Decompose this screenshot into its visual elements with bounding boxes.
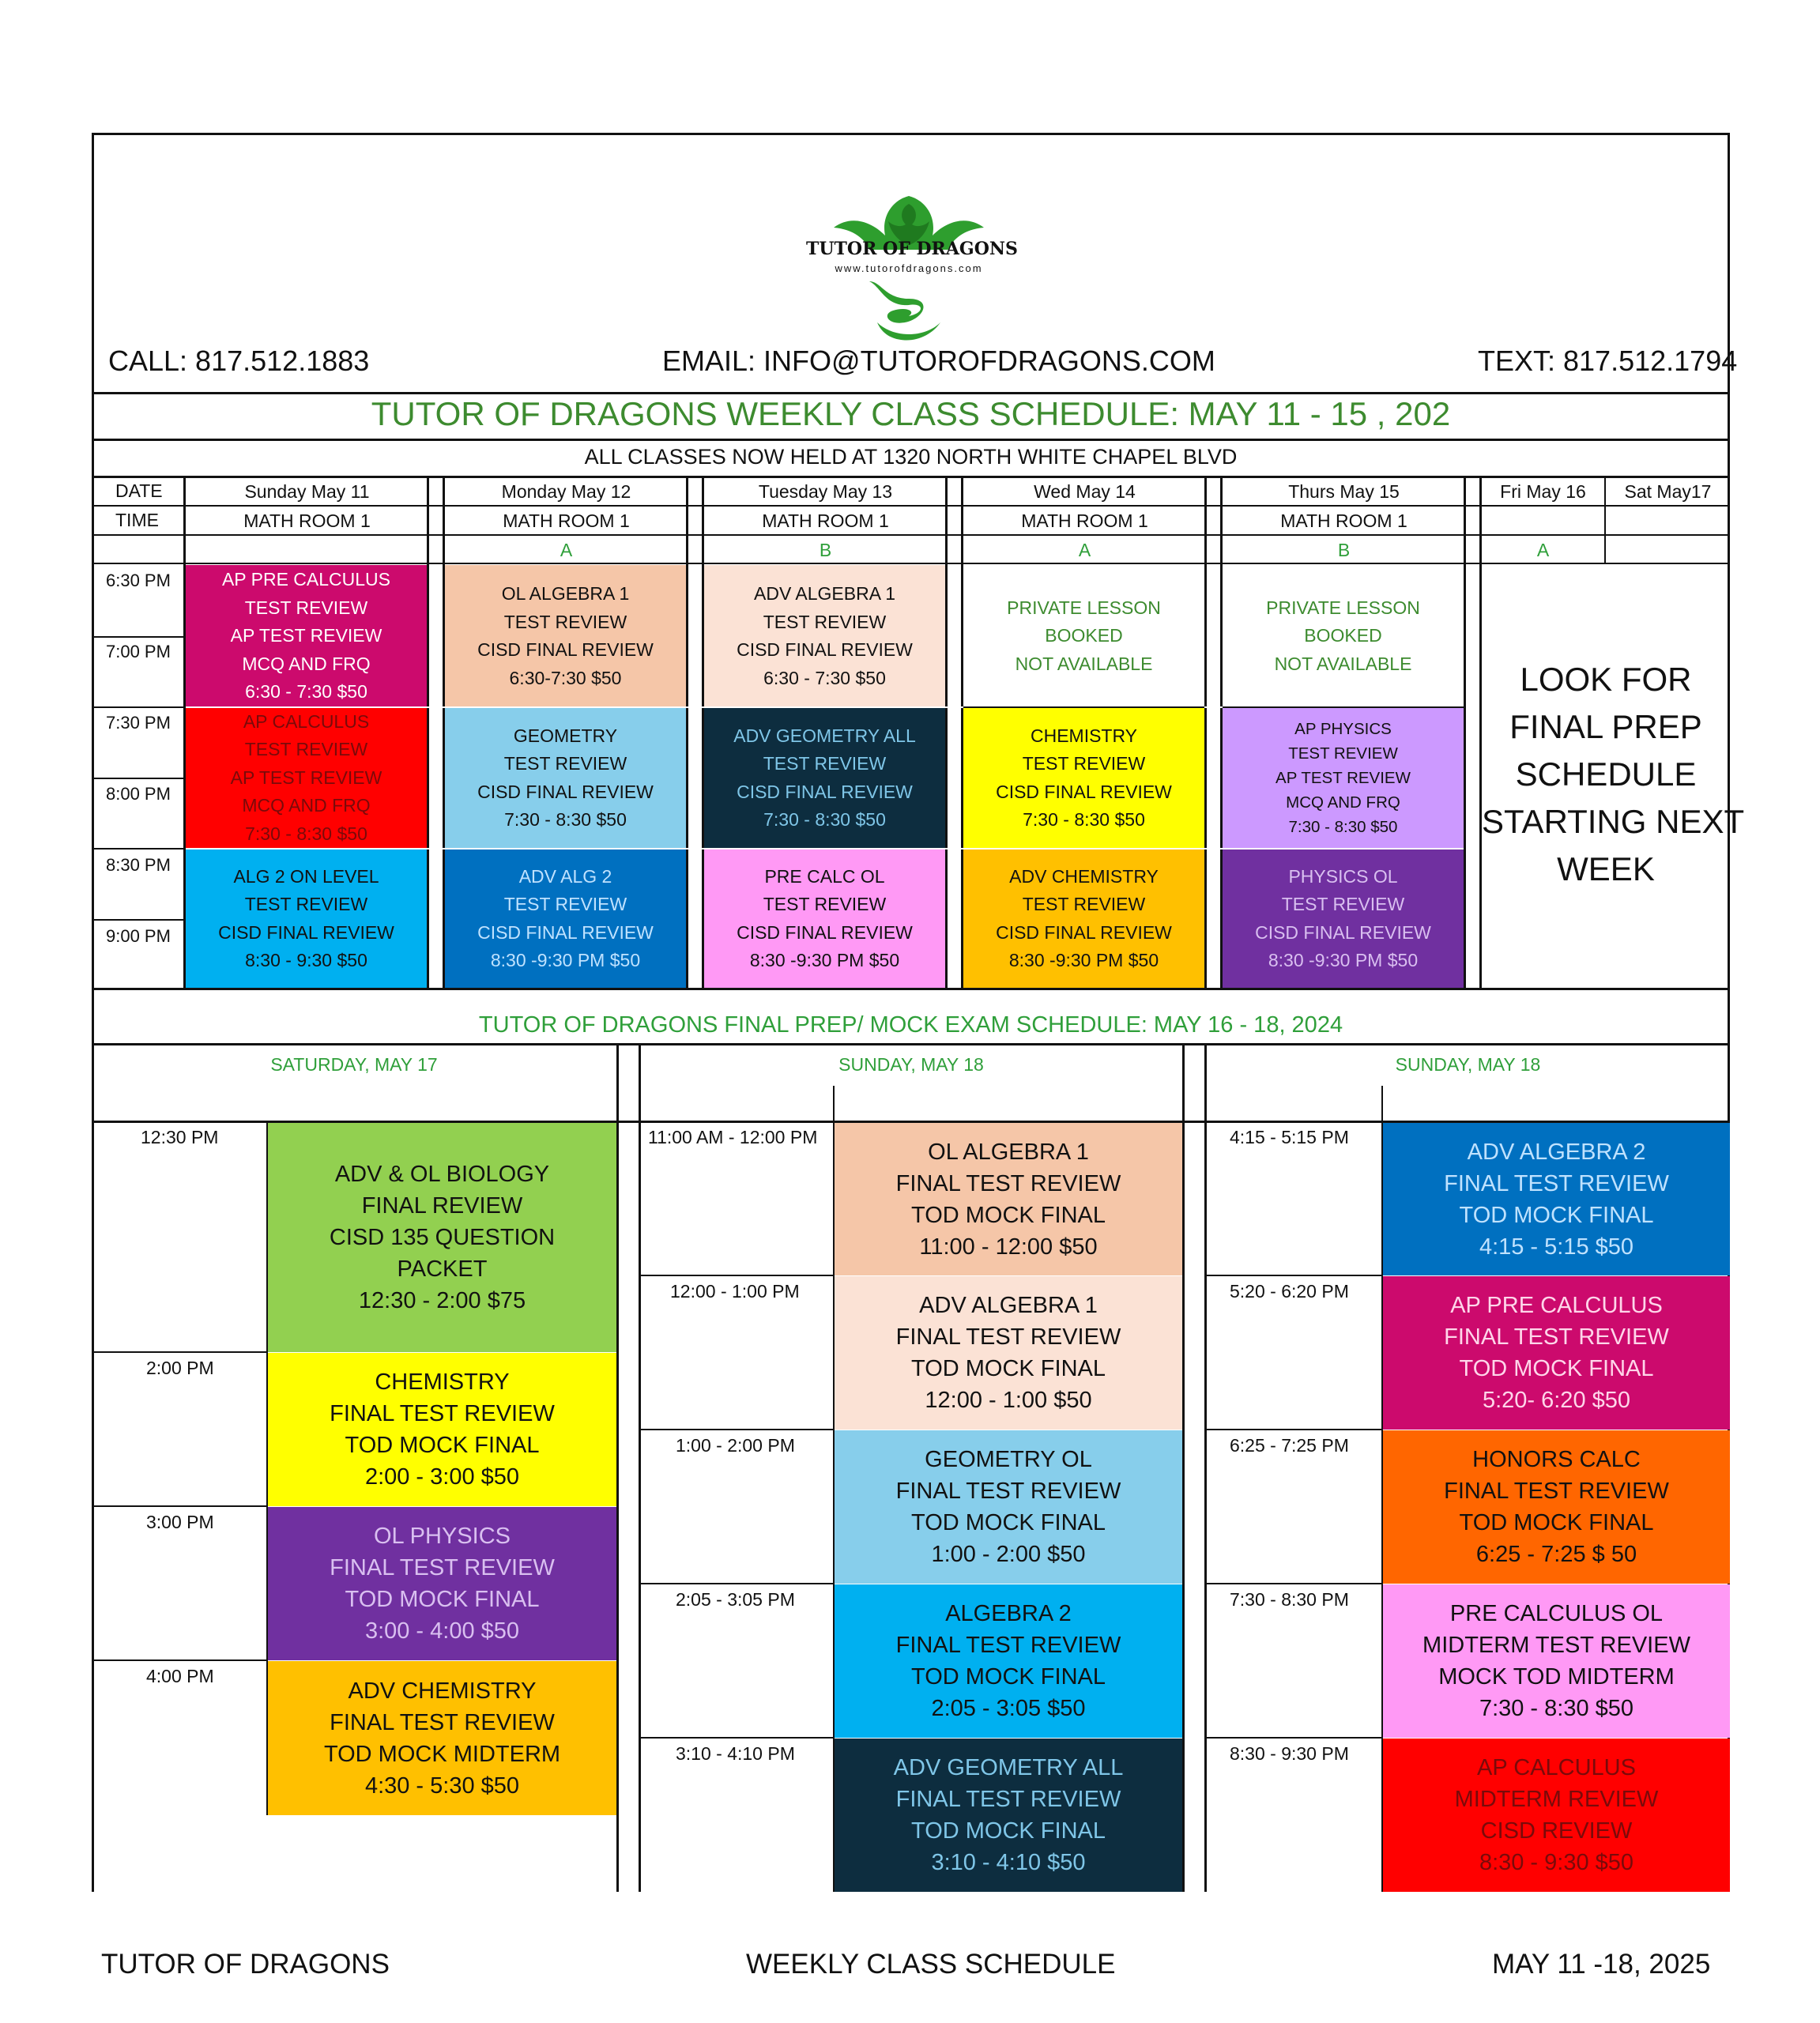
class-line: TOD MOCK FINAL xyxy=(911,1202,1106,1228)
final-time: 8:30 - 9:30 PM xyxy=(1230,1743,1349,1764)
class-line: HONORS CALC xyxy=(1472,1447,1641,1472)
class-line: OL ALGEBRA 1 xyxy=(928,1139,1089,1165)
class-line: PACKET xyxy=(397,1256,488,1282)
final-time: 3:10 - 4:10 PM xyxy=(676,1743,795,1764)
saturday-title: SATURDAY, MAY 17 xyxy=(270,1054,438,1075)
divider xyxy=(945,477,948,989)
final-time: 2:00 PM xyxy=(146,1358,214,1378)
class-line: ADV CHEMISTRY xyxy=(1009,865,1159,887)
divider xyxy=(963,706,1204,708)
notice-line: LOOK FOR xyxy=(1520,661,1692,698)
final-time: 3:00 PM xyxy=(146,1512,214,1532)
final-time: 12:00 - 1:00 PM xyxy=(670,1281,800,1302)
class-line: TOD MOCK FINAL xyxy=(1459,1510,1654,1535)
final-class-sunday-4[interactable] xyxy=(835,1584,1182,1738)
class-line: 8:30 -9:30 PM $50 xyxy=(490,950,641,970)
divider xyxy=(1223,706,1464,708)
class-line: TOD MOCK FINAL xyxy=(345,1433,540,1458)
class-line: 12:30 - 2:00 $75 xyxy=(358,1288,526,1313)
class-line: CISD FINAL REVIEW xyxy=(477,639,654,660)
class-line: 7:30 - 8:30 $50 xyxy=(245,823,367,844)
class-line: AP CALCULUS xyxy=(1477,1755,1636,1780)
class-wednesday-slot-1 xyxy=(963,565,1204,707)
class-line: MIDTERM TEST REVIEW xyxy=(1422,1633,1690,1658)
final-prep-title: TUTOR OF DRAGONS FINAL PREP/ MOCK EXAM SCHEDULE: MAY 16 - 18, 2024 xyxy=(478,1012,1343,1038)
divider xyxy=(686,477,688,989)
final-class-saturday-4[interactable] xyxy=(268,1661,616,1815)
class-line: ADV ALGEBRA 1 xyxy=(919,1293,1098,1318)
class-line: TOD MOCK FINAL xyxy=(1459,1202,1654,1228)
class-line: TOD MOCK FINAL xyxy=(911,1510,1106,1535)
divider xyxy=(1464,477,1466,989)
class-line: TOD MOCK FINAL xyxy=(345,1587,540,1612)
divider xyxy=(92,706,185,708)
class-line: 7:30 - 8:30 $50 xyxy=(504,809,627,830)
final-time: 6:25 - 7:25 PM xyxy=(1230,1435,1349,1456)
class-line: OL ALGEBRA 1 xyxy=(501,583,630,604)
final-time: 12:30 PM xyxy=(141,1127,219,1147)
class-line: FINAL TEST REVIEW xyxy=(330,1555,555,1580)
class-line: TEST REVIEW xyxy=(244,739,368,760)
divider xyxy=(1206,1737,1383,1739)
time-slot: 8:00 PM xyxy=(106,784,171,804)
class-wednesday-slot-3[interactable] xyxy=(963,849,1204,989)
final-class-saturday-3[interactable] xyxy=(268,1507,616,1660)
room-monday: MATH ROOM 1 xyxy=(503,510,630,531)
class-line: AP TEST REVIEW xyxy=(230,767,382,788)
class-line: TEST REVIEW xyxy=(503,753,627,774)
divider xyxy=(92,636,185,638)
class-line: BOOKED xyxy=(1304,625,1382,646)
class-line: PRIVATE LESSON xyxy=(1007,597,1161,618)
class-thursday-slot-2[interactable] xyxy=(1223,707,1464,849)
class-line: TEST REVIEW xyxy=(503,611,627,632)
divider xyxy=(1206,1583,1383,1584)
class-line: MCQ AND FRQ xyxy=(242,653,371,674)
class-line: ADV GEOMETRY ALL xyxy=(893,1755,1124,1780)
date-label: DATE xyxy=(115,480,163,501)
final-class-sunday-1[interactable] xyxy=(835,1123,1182,1275)
class-line: CISD FINAL REVIEW xyxy=(996,781,1172,802)
logo-wordmark: TUTOR OF DRAGONS xyxy=(806,239,1018,259)
sunday-title-2: SUNDAY, MAY 18 xyxy=(1395,1054,1541,1075)
day-header-monday: Monday May 12 xyxy=(501,481,631,502)
class-line: CISD FINAL REVIEW xyxy=(218,921,394,943)
class-line: NOT AVAILABLE xyxy=(1274,653,1412,674)
final-class-saturday-1[interactable] xyxy=(268,1123,616,1352)
class-line: TEST REVIEW xyxy=(1281,894,1405,914)
class-line: CISD REVIEW xyxy=(1480,1818,1633,1844)
location-note: ALL CLASSES NOW HELD AT 1320 NORTH WHITE CHAPEL BLVD xyxy=(584,445,1238,469)
final-class-sunday-5[interactable] xyxy=(835,1739,1182,1892)
class-line: ALGEBRA 2 xyxy=(945,1601,1072,1626)
class-line: FINAL TEST REVIEW xyxy=(895,1633,1121,1658)
room-tuesday: MATH ROOM 1 xyxy=(762,510,889,531)
class-line: FINAL TEST REVIEW xyxy=(895,1170,1121,1196)
room-sunday: MATH ROOM 1 xyxy=(243,510,371,531)
divider xyxy=(92,392,1730,394)
class-line: ADV & OL BIOLOGY xyxy=(334,1162,550,1187)
class-line: CISD FINAL REVIEW xyxy=(737,639,913,660)
class-line: TEST REVIEW xyxy=(244,597,368,618)
final-class-sunday-3[interactable] xyxy=(835,1430,1182,1584)
class-line: 4:15 - 5:15 $50 xyxy=(1479,1234,1634,1260)
class-line: CISD FINAL REVIEW xyxy=(737,781,913,802)
class-line: MIDTERM REVIEW xyxy=(1454,1787,1659,1812)
class-line: FINAL TEST REVIEW xyxy=(1444,1324,1669,1350)
footer-brand: TUTOR OF DRAGONS xyxy=(101,1949,390,1980)
class-line: AP TEST REVIEW xyxy=(230,625,382,646)
divider xyxy=(92,919,185,921)
class-line: CISD FINAL REVIEW xyxy=(996,921,1172,943)
divider xyxy=(616,1043,619,1892)
class-line: FINAL TEST REVIEW xyxy=(1444,1170,1669,1196)
class-sunday-slot-1[interactable] xyxy=(186,565,427,707)
class-line: TEST REVIEW xyxy=(244,894,368,914)
divider xyxy=(640,1275,835,1276)
class-line: 8:30 -9:30 PM $50 xyxy=(749,950,900,970)
group-thursday: B xyxy=(1337,540,1351,560)
divider xyxy=(640,1429,835,1430)
final-time: 5:20 - 6:20 PM xyxy=(1230,1281,1349,1302)
final-class-sunday2-1[interactable] xyxy=(1383,1123,1730,1275)
class-line: CISD FINAL REVIEW xyxy=(1255,921,1431,943)
class-line: TEST REVIEW xyxy=(1022,894,1146,914)
class-line: 5:20- 6:20 $50 xyxy=(1482,1388,1631,1413)
class-thursday-slot-1 xyxy=(1223,565,1464,707)
call-number[interactable]: CALL: 817.512.1883 xyxy=(108,345,370,377)
class-line: AP TEST REVIEW xyxy=(1276,769,1411,787)
logo-url: www.tutorofdragons.com xyxy=(835,262,983,274)
notice-line: SCHEDULE xyxy=(1515,755,1697,793)
class-line: PRE CALCULUS OL xyxy=(1449,1601,1664,1626)
final-time: 4:15 - 5:15 PM xyxy=(1230,1127,1349,1147)
class-line: PHYSICS OL xyxy=(1288,865,1398,887)
divider xyxy=(92,534,1730,536)
divider xyxy=(1604,477,1606,564)
class-line: BOOKED xyxy=(1045,625,1123,646)
final-class-sunday2-5[interactable] xyxy=(1383,1739,1730,1892)
class-line: AP CALCULUS xyxy=(243,710,370,732)
day-header-sunday: Sunday May 11 xyxy=(244,481,370,502)
class-line: TEST REVIEW xyxy=(1288,744,1398,763)
time-label: TIME xyxy=(115,510,159,530)
class-line: ADV GEOMETRY ALL xyxy=(733,725,916,746)
time-slot: 7:30 PM xyxy=(106,713,171,733)
class-line: 3:10 - 4:10 $50 xyxy=(931,1850,1086,1875)
divider xyxy=(1206,1429,1383,1430)
day-header-wednesday: Wed May 14 xyxy=(1034,481,1136,502)
class-line: 6:30 - 7:30 $50 xyxy=(245,681,367,703)
class-line: AP PHYSICS xyxy=(1294,720,1392,738)
divider xyxy=(639,1043,641,1892)
day-header-saturday: Sat May17 xyxy=(1624,481,1712,502)
class-line: 7:30 - 8:30 $50 xyxy=(1023,809,1145,830)
final-time: 11:00 AM - 12:00 PM xyxy=(648,1127,818,1147)
class-line: 6:30 - 7:30 $50 xyxy=(763,667,886,688)
class-line: NOT AVAILABLE xyxy=(1015,653,1153,674)
class-line: TEST REVIEW xyxy=(763,894,887,914)
time-slot: 8:30 PM xyxy=(106,855,171,875)
divider xyxy=(640,1583,835,1584)
time-slot: 9:00 PM xyxy=(106,926,171,946)
divider xyxy=(1204,477,1207,989)
divider xyxy=(186,848,1464,850)
divider xyxy=(92,1043,1730,1045)
class-line: 4:30 - 5:30 $50 xyxy=(364,1772,520,1799)
divider xyxy=(1206,1275,1383,1276)
class-line: ADV ALGEBRA 2 xyxy=(1467,1139,1646,1165)
class-line: PRE CALC OL xyxy=(764,865,885,887)
class-line: ADV CHEMISTRY xyxy=(348,1678,537,1704)
divider xyxy=(92,848,185,850)
divider xyxy=(92,988,1730,990)
class-line: FINAL TEST REVIEW xyxy=(895,1787,1121,1812)
divider xyxy=(1381,1086,1383,1122)
group-wednesday: A xyxy=(1078,540,1091,560)
class-line: CHEMISTRY xyxy=(375,1369,510,1395)
class-line: ADV ALG 2 xyxy=(518,865,612,887)
class-line: MOCK TOD MIDTERM xyxy=(1438,1664,1675,1690)
divider xyxy=(640,1737,835,1739)
class-line: MCQ AND FRQ xyxy=(1286,793,1400,812)
text-number[interactable]: TEXT: 817.512.1794 xyxy=(1478,345,1738,377)
divider xyxy=(1182,1043,1185,1892)
class-monday-slot-2[interactable] xyxy=(445,707,686,849)
final-class-sunday2-2[interactable] xyxy=(1383,1276,1730,1430)
class-line: CISD FINAL REVIEW xyxy=(477,781,654,802)
notice-line: STARTING NEXT xyxy=(1482,803,1745,840)
class-line: TOD MOCK FINAL xyxy=(911,1356,1106,1381)
room-wednesday: MATH ROOM 1 xyxy=(1021,510,1148,531)
class-line: TEST REVIEW xyxy=(763,753,887,774)
class-line: 2:00 - 3:00 $50 xyxy=(364,1464,520,1490)
class-line: 1:00 - 2:00 $50 xyxy=(931,1542,1086,1567)
class-line: TOD MOCK FINAL xyxy=(1459,1356,1654,1381)
page-title: TUTOR OF DRAGONS WEEKLY CLASS SCHEDULE: MAY 11 - 15 , 202 xyxy=(371,395,1451,432)
notice-line: WEEK xyxy=(1557,850,1655,887)
divider xyxy=(92,505,1730,507)
class-sunday-slot-3[interactable] xyxy=(186,849,427,989)
final-class-saturday-2[interactable] xyxy=(268,1353,616,1506)
class-line: 7:30 - 8:30 $50 xyxy=(1479,1696,1634,1721)
class-line: FINAL TEST REVIEW xyxy=(1444,1479,1669,1504)
divider xyxy=(427,477,429,989)
final-class-sunday-2[interactable] xyxy=(835,1276,1182,1430)
class-line: 8:30 - 9:30 $50 xyxy=(245,950,367,970)
class-line: GEOMETRY OL xyxy=(925,1447,1092,1472)
class-line: AP PRE CALCULUS xyxy=(1450,1293,1663,1318)
footer-title: WEEKLY CLASS SCHEDULE xyxy=(746,1949,1116,1980)
class-line: AP PRE CALCULUS xyxy=(221,569,391,590)
look-for-notice xyxy=(1482,656,1745,893)
final-class-sunday2-3[interactable] xyxy=(1383,1430,1730,1584)
class-thursday-slot-3[interactable] xyxy=(1223,849,1464,989)
group-friday: A xyxy=(1536,540,1550,560)
class-line: 6:30-7:30 $50 xyxy=(509,667,622,688)
class-line: TEST REVIEW xyxy=(763,611,887,632)
class-tuesday-slot-1[interactable] xyxy=(704,565,945,707)
day-header-friday: Fri May 16 xyxy=(1500,481,1586,502)
class-line: 8:30 -9:30 PM $50 xyxy=(1008,950,1159,970)
class-line: CISD FINAL REVIEW xyxy=(477,921,654,943)
sunday-title-1: SUNDAY, MAY 18 xyxy=(838,1054,984,1075)
class-line: CISD 135 QUESTION xyxy=(329,1225,556,1250)
class-line: 8:30 -9:30 PM $50 xyxy=(1268,950,1419,970)
class-line: 12:00 - 1:00 $50 xyxy=(925,1388,1092,1413)
email-address[interactable]: EMAIL: INFO@TUTOROFDRAGONS.COM xyxy=(662,345,1215,377)
group-monday: A xyxy=(560,540,573,560)
class-line: TOD MOCK MIDTERM xyxy=(323,1741,561,1767)
class-line: FINAL TEST REVIEW xyxy=(330,1709,555,1735)
divider xyxy=(92,439,1730,441)
class-line: FINAL TEST REVIEW xyxy=(330,1401,555,1426)
final-class-sunday2-4[interactable] xyxy=(1383,1584,1730,1738)
final-time: 7:30 - 8:30 PM xyxy=(1230,1589,1349,1610)
divider xyxy=(92,1659,267,1661)
class-line: GEOMETRY xyxy=(513,725,618,746)
class-line: FINAL TEST REVIEW xyxy=(895,1324,1121,1350)
group-sunday xyxy=(187,537,428,563)
class-line: TOD MOCK FINAL xyxy=(911,1664,1106,1690)
class-line: CISD FINAL REVIEW xyxy=(737,921,913,943)
class-line: CHEMISTRY xyxy=(1030,725,1138,746)
final-time: 2:05 - 3:05 PM xyxy=(676,1589,795,1610)
class-line: 11:00 - 12:00 $50 xyxy=(919,1234,1098,1260)
class-line: 8:30 - 9:30 $50 xyxy=(1479,1850,1634,1875)
notice-line: FINAL PREP xyxy=(1509,708,1702,745)
class-line: MCQ AND FRQ xyxy=(242,795,371,816)
class-line: 7:30 - 8:30 $50 xyxy=(1288,818,1398,836)
class-line: ADV ALGEBRA 1 xyxy=(754,583,895,604)
day-header-tuesday: Tuesday May 13 xyxy=(758,481,893,502)
class-monday-slot-1[interactable] xyxy=(445,565,686,707)
divider xyxy=(92,778,185,779)
class-line: TEST REVIEW xyxy=(1022,753,1146,774)
group-tuesday: B xyxy=(819,540,832,560)
class-line: 7:30 - 8:30 $50 xyxy=(763,809,886,830)
class-tuesday-slot-2[interactable] xyxy=(704,707,945,849)
divider xyxy=(92,1505,267,1507)
class-line: 3:00 - 4:00 $50 xyxy=(364,1618,520,1644)
footer-dates: MAY 11 -18, 2025 xyxy=(1492,1949,1711,1980)
final-time: 4:00 PM xyxy=(146,1666,214,1686)
final-time: 1:00 - 2:00 PM xyxy=(676,1435,795,1456)
class-line: FINAL REVIEW xyxy=(361,1193,523,1219)
class-line: ALG 2 ON LEVEL xyxy=(233,865,379,887)
class-line: TEST REVIEW xyxy=(503,894,627,914)
class-line: OL PHYSICS xyxy=(374,1524,511,1549)
room-thursday: MATH ROOM 1 xyxy=(1280,510,1407,531)
time-slot: 7:00 PM xyxy=(106,642,171,661)
class-line: PRIVATE LESSON xyxy=(1266,597,1420,618)
class-line: 2:05 - 3:05 $50 xyxy=(931,1696,1086,1721)
class-wednesday-slot-2[interactable] xyxy=(963,707,1204,849)
class-line: 6:25 - 7:25 $ 50 xyxy=(1475,1542,1637,1567)
class-line: TOD MOCK FINAL xyxy=(911,1818,1106,1844)
class-monday-slot-3[interactable] xyxy=(445,849,686,989)
class-tuesday-slot-3[interactable] xyxy=(704,849,945,989)
divider xyxy=(92,1351,267,1353)
class-sunday-slot-2[interactable] xyxy=(186,707,427,849)
class-line: FINAL TEST REVIEW xyxy=(895,1479,1121,1504)
time-slot: 6:30 PM xyxy=(106,571,171,590)
divider xyxy=(1204,1043,1207,1892)
day-header-thursday: Thurs May 15 xyxy=(1288,481,1400,502)
divider xyxy=(833,1086,835,1122)
